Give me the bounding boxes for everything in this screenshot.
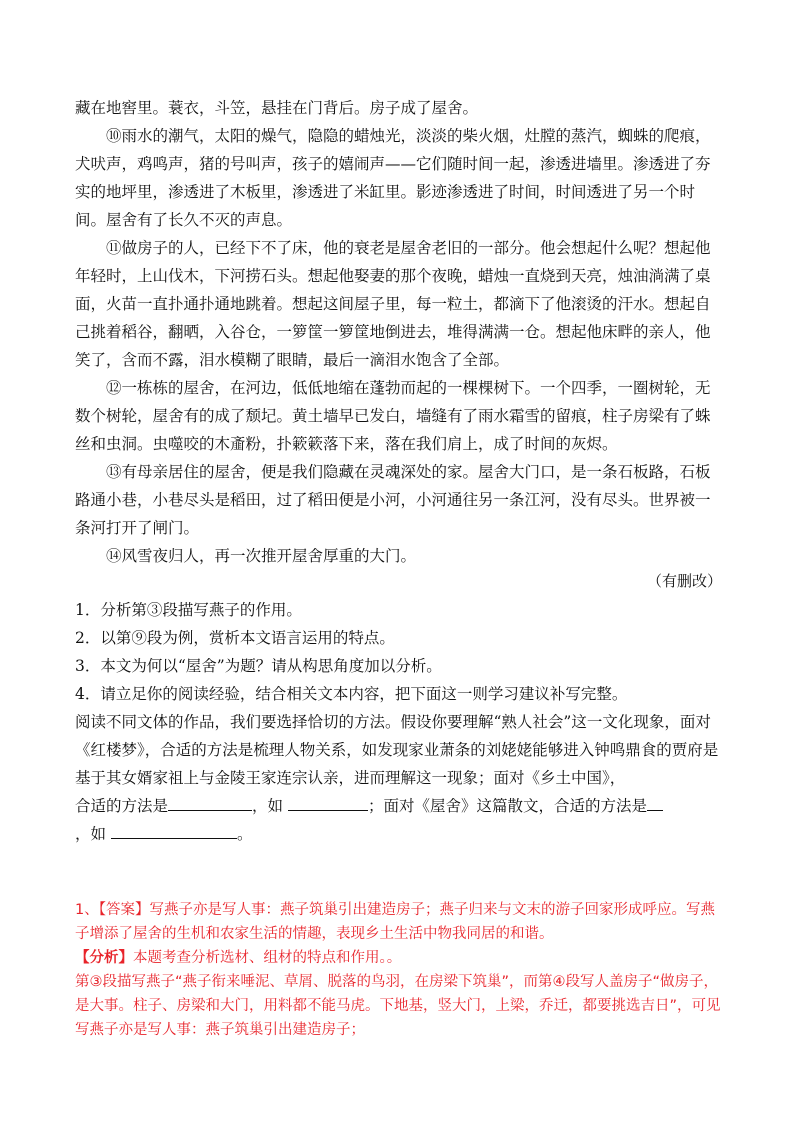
question-4-body: 阅读不同文体的作品，我们要选择恰切的方法。假设你要理解“熟人社会”这一文化现象，面对《红楼梦》，合适的方法是梳理人物关系，如发现家业萧条的刘姥姥能够进入钟鸣鼎食的贾府是基于其女婿家祖上与金陵王家连宗认亲，进而理解这一现象；面对《乡土中国》， [75, 713, 719, 787]
passage-paragraph-top: 藏在地窖里。蓑衣，斗笠，悬挂在门背后。房子成了屋舍。 [75, 99, 479, 117]
question-4: 4．请立足你的阅读经验，结合相关文本内容，把下面这一则学习建议补写完整。 [75, 685, 628, 703]
question-4-fill-line [75, 792, 725, 820]
fill-text-e: 。 [236, 825, 253, 843]
answer-blank-2[interactable] [288, 792, 368, 811]
passage-paragraph-10: ⑩雨水的潮气，太阳的燥气，隐隐的蜡烛光，淡淡的柴火烟，灶膛的蒸汽，蜘蛛的爬痕，犬吠声，鸡鸣声，猪的号叫声，孩子的嬉闹声——它们随时间一起，渗透进墙里。渗透进了夯实的地坪里，渗透进了木板里，渗透进了米缸里。影迹渗透进了时间，时间透进了另一个时间。屋舍有了长久不灭的声息。 [75, 127, 711, 229]
analysis-tag: 【分析】 [75, 950, 133, 966]
analysis-text: 本题考查分析选材、组材的特点和作用。。 [133, 950, 402, 966]
fill-text-a: 合适的方法是 [75, 797, 169, 815]
passage-paragraph-11: ⑪做房子的人，已经下不了床，他的衰老是屋舍老旧的一部分。他会想起什么呢？想起他年轻时，上山伐木，下河捞石头。想起他娶妻的那个夜晚，蜡烛一直烧到天亮，烛油淌满了桌面，火苗一直扑通扑通地跳着。想起这间屋子里，每一粒土，都滴下了他滚烫的汗水。想起自己挑着稻谷，翻晒，入谷仓，一箩筐一箩筐地倒进去，堆得满满一仓。想起他床畔的亲人，他笑了，含而不露，泪水模糊了眼睛，最后一滴泪水饱含了全部。 [75, 239, 711, 369]
passage-paragraph-14: ⑭风雪夜归人，再一次推开屋舍厚重的大门。 [106, 547, 417, 565]
answer-analysis [75, 946, 725, 970]
answer-detail: 第③段描写燕子“燕子衔来唾泥、草屑、脱落的鸟羽，在房梁下筑巢”，而第④段写人盖房子“做房子，是大事。柱子、房梁和大门，用料都不能马虎。下地基，竖大门，上梁，乔迁，都要挑选吉日”，可见写燕子亦是写人事：燕子筑巢引出建造房子； [75, 974, 721, 1038]
fill-text-b: ，如 [252, 797, 284, 815]
answer-blank-3[interactable] [647, 792, 663, 811]
fill-text-d: ，如 [75, 825, 107, 843]
answer-1: 1、【答案】写燕子亦是写人事：燕子筑巢引出建造房子；燕子归来与文末的游子回家形成呼应。写燕子增添了屋舍的生机和农家生活的情趣，表现乡土生活中物我同居的和谐。 [75, 902, 715, 942]
answer-blank-4[interactable] [111, 820, 237, 839]
question-1: 1．分析第③段描写燕子的作用。 [75, 601, 302, 619]
passage-paragraph-12: ⑫一栋栋的屋舍，在河边，低低地缩在蓬勃而起的一棵棵树下。一个四季，一圈树轮，无数个树轮，屋舍有的成了颓圮。黄土墙早已发白，墙缝有了雨水霜雪的留痕，柱子房梁有了蛛丝和虫洞。虫噬咬的木齑粉，扑簌簌落下来，落在我们肩上，成了时间的灰烬。 [75, 379, 711, 453]
question-4-fill-line-2 [75, 820, 725, 848]
question-3: 3．本文为何以“屋舍”为题？请从构思角度加以分析。 [75, 657, 442, 675]
source-note: （有删改） [646, 572, 722, 590]
passage-paragraph-13: ⑬有母亲居住的屋舍，便是我们隐藏在灵魂深处的家。屋舍大门口，是一条石板路，石板路通小巷，小巷尽头是稻田，过了稻田便是小河，小河通往另一条江河，没有尽头。世界被一条河打开了闸门。 [75, 463, 711, 537]
fill-text-c: ；面对《屋舍》这篇散文，合适的方法是 [367, 797, 647, 815]
question-2: 2．以第⑨段为例，赏析本文语言运用的特点。 [75, 629, 395, 647]
answer-blank-1[interactable] [168, 792, 252, 811]
